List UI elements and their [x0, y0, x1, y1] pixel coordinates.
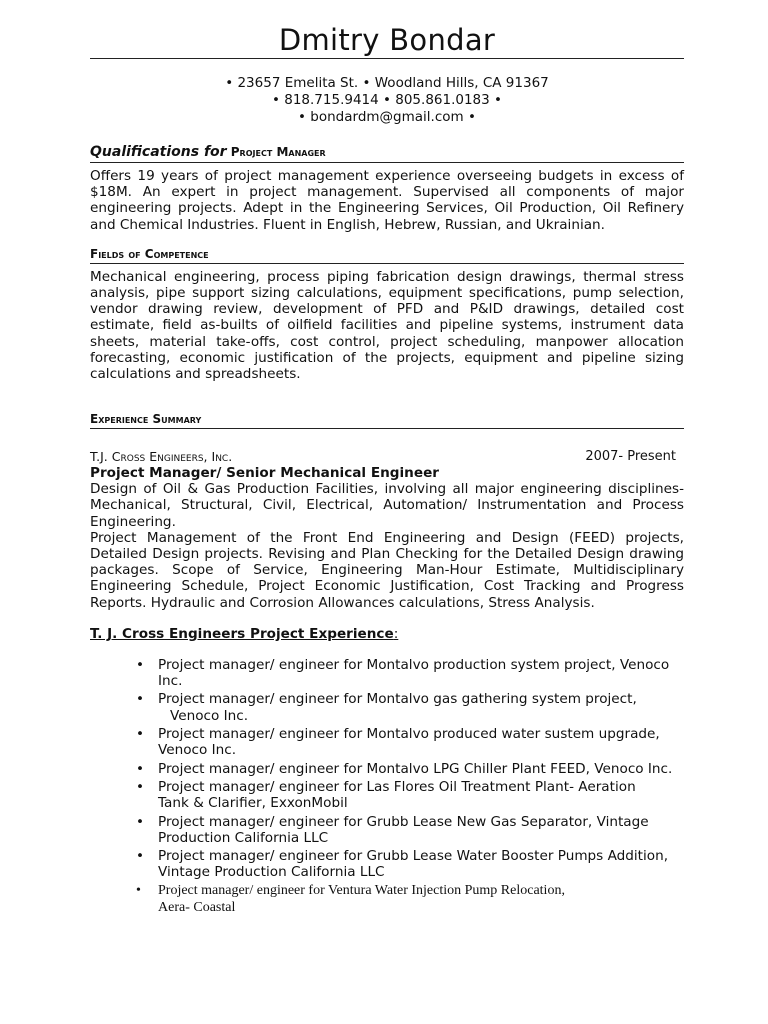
- project-line-1: • Project manager/ engineer for Grubb Lease New Gas Separator, Vintage: [158, 813, 649, 830]
- list-item: [158, 848, 684, 881]
- project-line-2: Venoco Inc.: [170, 707, 249, 724]
- projects-heading-colon: :: [393, 625, 399, 642]
- experience-heading: [90, 412, 684, 429]
- list-item: [158, 883, 684, 917]
- contact-phones: • 818.715.9414 • 805.861.0183 •: [271, 92, 502, 108]
- list-item: [158, 691, 684, 724]
- contact-email: • bondardm@gmail.com •: [298, 109, 476, 125]
- fields-text: Mechanical engineering, process piping fabrication design drawings, thermal stress analysis, pipe support sizing calculations, equipment specifications, pump selection, vendor drawing review, development of PFD and P&ID drawings, detailed cost estimate, field as-builts of oilfield facilities and pipeline systems, instrument data sheets, material take-offs, cost control, project scheduling, manpower allocation forecasting, economic justification of the projects, equipment and pipeline sizing calculations and spreadsheets.: [90, 268, 684, 383]
- qualifications-heading-role: Project Manager: [230, 145, 326, 159]
- project-line-2: Venoco Inc.: [158, 742, 237, 759]
- project-line-1: • Project manager/ engineer for Montalvo gas gathering system project,: [158, 691, 637, 708]
- job-title: Project Manager/ Senior Mechanical Engineer: [90, 465, 439, 482]
- list-item: [158, 761, 684, 777]
- name-divider: [90, 58, 684, 59]
- job-header: [90, 449, 684, 465]
- project-line-1: • Project manager/ engineer for Montalvo production system project, Venoco: [158, 656, 670, 673]
- fields-heading-label: Fields of Competence: [90, 246, 209, 261]
- projects-heading: [90, 625, 684, 643]
- project-line-2: Vintage Production California LLC: [158, 864, 385, 881]
- job-description-2: Project Management of the Front End Engineering and Design (FEED) projects, Detailed Design projects. Revising and Plan Checking for the Detailed Design drawing packages. Scope of Service, Engineering Man-Hour Estimate, Multidisciplinary Engineering Schedule, Project Economic Justification, Cost Tracking and Progress Reports. Hydraulic and Corrosion Allowances calculations, Stress Analysis.: [90, 529, 684, 611]
- project-line-2: Inc.: [158, 673, 183, 690]
- projects-heading-label: T. J. Cross Engineers Project Experience: [90, 625, 394, 642]
- project-line-1: • Project manager/ engineer for Ventura Water Injection Pump Relocation,: [158, 882, 565, 898]
- list-item: [158, 814, 684, 847]
- project-line-1: • Project manager/ engineer for Las Flores Oil Treatment Plant- Aeration: [158, 778, 636, 795]
- job-dates: 2007- Present: [585, 449, 676, 465]
- project-line-1: • Project manager/ engineer for Grubb Lease Water Booster Pumps Addition,: [158, 848, 669, 865]
- project-line-1: • Project manager/ engineer for Montalvo LPG Chiller Plant FEED, Venoco Inc.: [158, 760, 673, 777]
- project-line-2: Production California LLC: [158, 829, 329, 846]
- list-item: [158, 779, 684, 812]
- project-line-2: Aera- Coastal: [158, 899, 236, 915]
- resume-page: [90, 0, 684, 918]
- project-list: [90, 657, 684, 916]
- experience-heading-label: Experience Summary: [90, 412, 202, 427]
- contact-address: • 23657 Emelita St. • Woodland Hills, CA 91367: [225, 75, 549, 91]
- job-company: T.J. Cross Engineers, Inc.: [90, 449, 233, 465]
- contact-block: [90, 75, 684, 126]
- qualifications-heading-italic: Qualifications for: [90, 144, 227, 160]
- project-line-1: • Project manager/ engineer for Montalvo produced water sustem upgrade,: [158, 726, 660, 743]
- resume-name: Dmitry Bondar: [278, 23, 496, 57]
- qualifications-text: Offers 19 years of project management experience overseeing budgets in excess of $18M. An expert in project management. Supervised all components of major engineering projects. Adept in the Engineering Services, Oil Production, Oil Refinery and Chemical Industries. Fluent in English, Hebrew, Russian, and Ukrainian.: [90, 168, 684, 233]
- job-description-1: Design of Oil & Gas Production Facilities, involving all major engineering disciplines-Mechanical, Structural, Civil, Electrical, Automation/ Instrumentation and Process Engineering.: [90, 481, 684, 530]
- list-item: [158, 726, 684, 759]
- project-line-2: Tank & Clarifier, ExxonMobil: [158, 795, 348, 812]
- qualifications-heading: [90, 144, 684, 163]
- list-item: [158, 657, 684, 690]
- fields-heading: [90, 247, 684, 264]
